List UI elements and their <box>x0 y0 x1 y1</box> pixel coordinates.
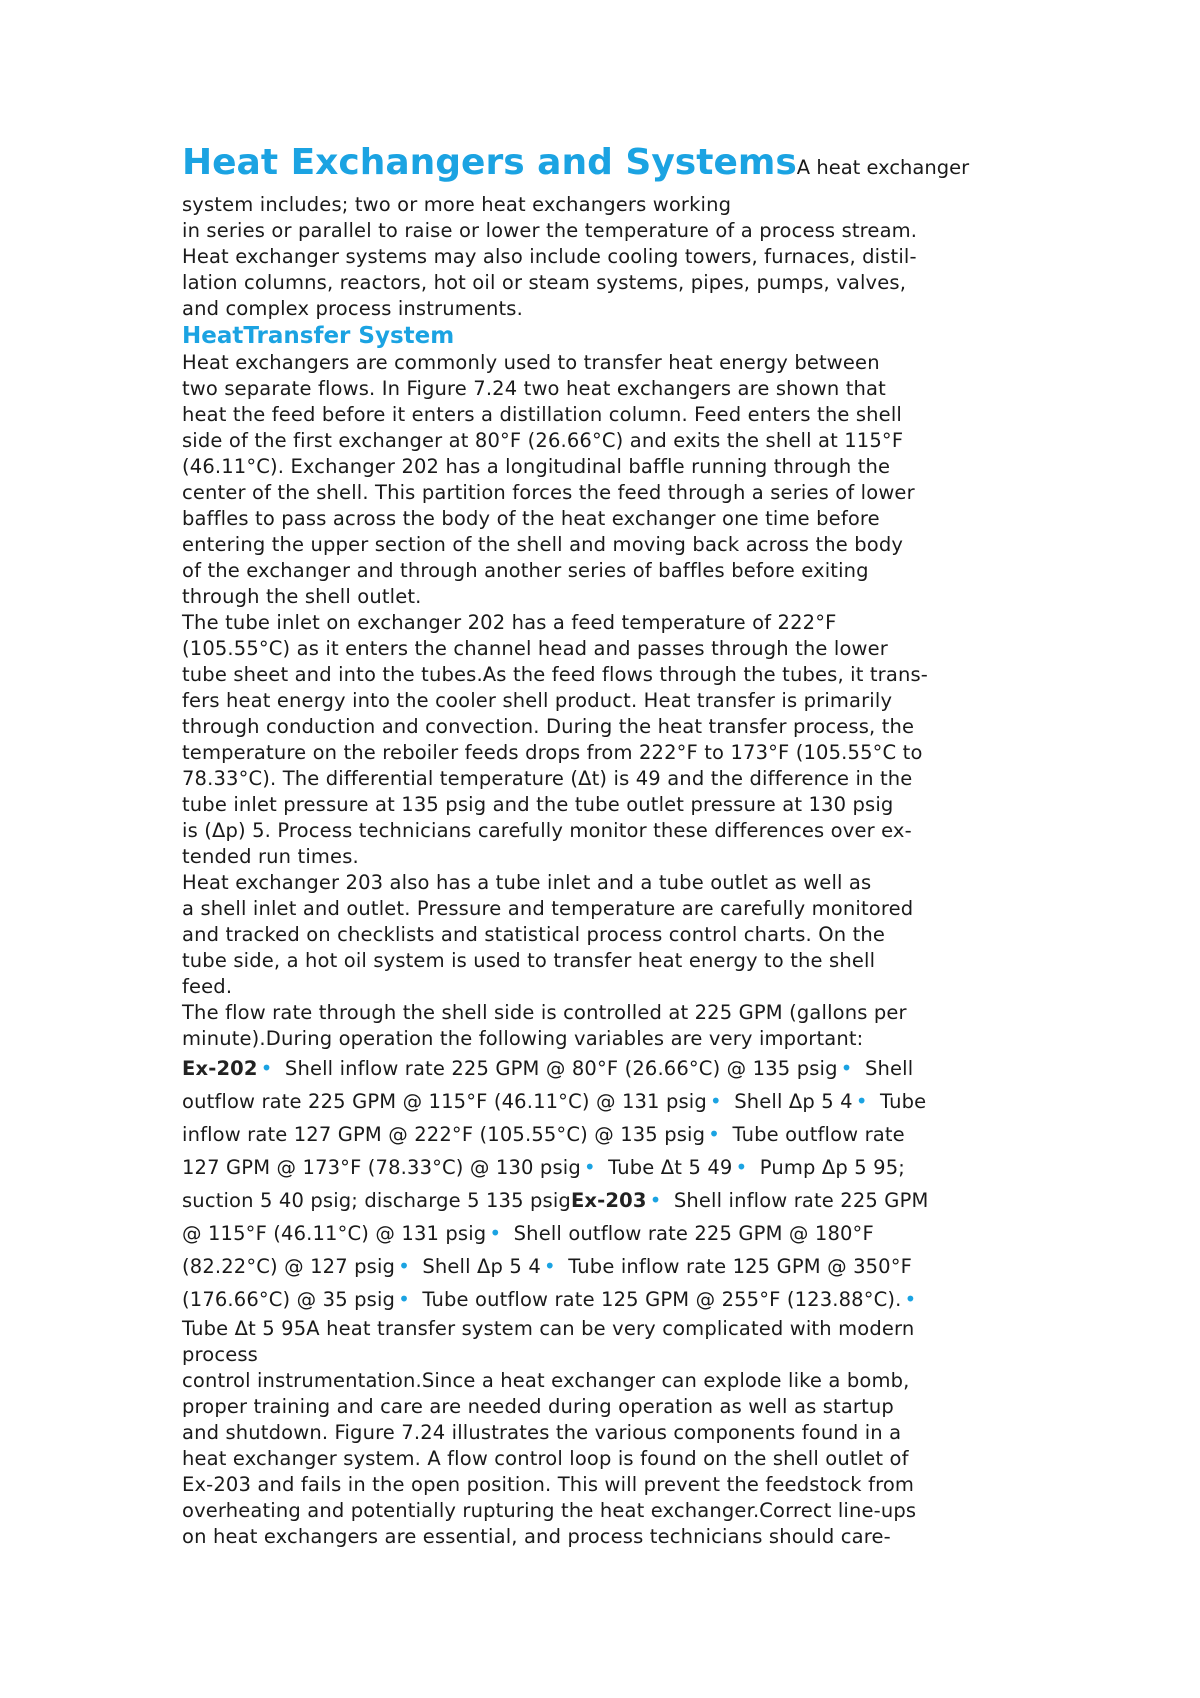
document-title: Heat Exchangers and Systems <box>182 142 797 183</box>
text-line: system includes; two or more heat exchangers working <box>182 193 732 216</box>
text-line: (46.11°C). Exchanger 202 has a longitudinal baffle running through the <box>182 455 891 478</box>
text-line: process <box>182 1343 258 1366</box>
text-line: Ex-203 and fails in the open position. This will prevent the feedstock from <box>182 1473 915 1496</box>
variable-text: Tube outflow rate <box>732 1123 905 1146</box>
variable-text: (82.22°C) @ 127 psig <box>182 1255 396 1278</box>
text-line: Tube Δt 5 95A heat transfer system can be very complicated with modern <box>182 1317 915 1340</box>
variable-text: Shell Δp 5 4 <box>422 1255 541 1278</box>
variable-line <box>182 1085 1022 1118</box>
text-line: Heat exchanger systems may also include cooling towers, furnaces, distil- <box>182 245 917 268</box>
text-line: The tube inlet on exchanger 202 has a feed temperature of 222°F <box>182 611 837 634</box>
variable-text: Tube outflow rate 125 GPM @ 255°F (123.88°C). <box>422 1288 902 1311</box>
text-line: minute).During operation the following variables are very important: <box>182 1027 864 1050</box>
variable-text: Shell inflow rate 225 GPM <box>673 1189 929 1212</box>
text-line: feed. <box>182 975 233 998</box>
variable-text: suction 5 40 psig; discharge 5 135 psig <box>182 1189 571 1212</box>
section-heading: HeatTransfer System <box>182 323 455 349</box>
text-line: control instrumentation.Since a heat exchanger can explode like a bomb, <box>182 1369 910 1392</box>
text-line: Heat exchangers are commonly used to transfer heat energy between <box>182 351 880 374</box>
text-line: side of the first exchanger at 80°F (26.66°C) and exits the shell at 115°F <box>182 429 904 452</box>
variable-text: Shell Δp 5 4 <box>734 1090 853 1113</box>
variable-text: outflow rate 225 GPM @ 115°F (46.11°C) @ 131 psig <box>182 1090 707 1113</box>
variable-line <box>182 1052 1022 1085</box>
variable-line <box>182 1118 1022 1151</box>
text-line: temperature on the reboiler feeds drops from 222°F to 173°F (105.55°C to <box>182 741 923 764</box>
body-text <box>182 350 1022 1052</box>
text-line: on heat exchangers are essential, and process technicians should care- <box>182 1525 891 1548</box>
text-line: Heat exchanger 203 also has a tube inlet and a tube outlet as well as <box>182 871 872 894</box>
closing-text <box>182 1316 1022 1550</box>
text-line: proper training and care are needed during operation as well as startup <box>182 1395 894 1418</box>
text-line: in series or parallel to raise or lower the temperature of a process stream. <box>182 219 918 242</box>
bullet-icon: • <box>735 1155 748 1179</box>
title-line <box>182 140 1022 192</box>
variable-text: Shell inflow rate 225 GPM @ 80°F (26.66°C) @ 135 psig <box>284 1057 838 1080</box>
bullet-icon: • <box>840 1056 853 1080</box>
bullet-icon: • <box>543 1254 556 1278</box>
bullet-icon: • <box>708 1122 721 1146</box>
text-line: tube sheet and into the tubes.As the feed flows through the tubes, it trans- <box>182 663 928 686</box>
variable-text: 127 GPM @ 173°F (78.33°C) @ 130 psig <box>182 1156 581 1179</box>
text-line: two separate flows. In Figure 7.24 two heat exchangers are shown that <box>182 377 886 400</box>
exchanger-label: Ex-203 <box>570 1189 647 1212</box>
variable-text: Tube <box>880 1090 927 1113</box>
text-line: is (Δp) 5. Process technicians carefully monitor these differences over ex- <box>182 819 912 842</box>
text-line: through the shell outlet. <box>182 585 422 608</box>
variables-list <box>182 1052 1022 1316</box>
text-line: tended run times. <box>182 845 359 868</box>
variable-text: @ 115°F (46.11°C) @ 131 psig <box>182 1222 487 1245</box>
document-page <box>182 140 1022 1550</box>
text-line: and shutdown. Figure 7.24 illustrates the various components found in a <box>182 1421 902 1444</box>
variable-line <box>182 1217 1022 1250</box>
exchanger-label: Ex-202 <box>182 1057 258 1080</box>
bullet-icon: • <box>904 1287 917 1311</box>
variable-text: Shell outflow rate 225 GPM @ 180°F <box>513 1222 874 1245</box>
text-line: and tracked on checklists and statistical process control charts. On the <box>182 923 886 946</box>
bullet-icon: • <box>855 1089 868 1113</box>
variable-text: (176.66°C) @ 35 psig <box>182 1288 396 1311</box>
bullet-icon: • <box>709 1089 722 1113</box>
variable-line <box>182 1184 1022 1217</box>
variable-line <box>182 1250 1022 1283</box>
bullet-icon: • <box>398 1287 411 1311</box>
bullet-icon: • <box>583 1155 596 1179</box>
text-line: heat exchanger system. A flow control loop is found on the shell outlet of <box>182 1447 909 1470</box>
text-line: 78.33°C). The differential temperature (Δt) is 49 and the difference in the <box>182 767 913 790</box>
variable-text: Pump Δp 5 95; <box>759 1156 905 1179</box>
text-line: tube side, a hot oil system is used to transfer heat energy to the shell <box>182 949 876 972</box>
variable-line <box>182 1151 1022 1184</box>
text-line: a shell inlet and outlet. Pressure and temperature are carefully monitored <box>182 897 914 920</box>
text-line: of the exchanger and through another series of baffles before exiting <box>182 559 869 582</box>
bullet-icon: • <box>260 1056 273 1080</box>
text-line: overheating and potentially rupturing the heat exchanger.Correct line-ups <box>182 1499 917 1522</box>
text-line: center of the shell. This partition forces the feed through a series of lower <box>182 481 915 504</box>
text-line: fers heat energy into the cooler shell product. Heat transfer is primarily <box>182 689 893 712</box>
title-tail-text: A heat exchanger <box>796 156 970 179</box>
variable-text: inflow rate 127 GPM @ 222°F (105.55°C) @ 135 psig <box>182 1123 706 1146</box>
text-line: baffles to pass across the body of the heat exchanger one time before <box>182 507 880 530</box>
text-line: entering the upper section of the shell and moving back across the body <box>182 533 904 556</box>
variable-text: Shell <box>864 1057 914 1080</box>
bullet-icon: • <box>649 1188 662 1212</box>
variable-text: Tube inflow rate 125 GPM @ 350°F <box>568 1255 913 1278</box>
text-line: heat the feed before it enters a distillation column. Feed enters the shell <box>182 403 902 426</box>
variable-text: Tube Δt 5 49 <box>608 1156 733 1179</box>
text-line: (105.55°C) as it enters the channel head and passes through the lower <box>182 637 888 660</box>
text-line: tube inlet pressure at 135 psig and the tube outlet pressure at 130 psig <box>182 793 894 816</box>
bullet-icon: • <box>489 1221 502 1245</box>
bullet-icon: • <box>398 1254 411 1278</box>
variable-line <box>182 1283 1022 1316</box>
text-line: and complex process instruments. <box>182 297 523 320</box>
text-line: lation columns, reactors, hot oil or steam systems, pipes, pumps, valves, <box>182 271 907 294</box>
text-line: The flow rate through the shell side is controlled at 225 GPM (gallons per <box>182 1001 907 1024</box>
intro-paragraph <box>182 192 1022 322</box>
text-line: through conduction and convection. During the heat transfer process, the <box>182 715 915 738</box>
